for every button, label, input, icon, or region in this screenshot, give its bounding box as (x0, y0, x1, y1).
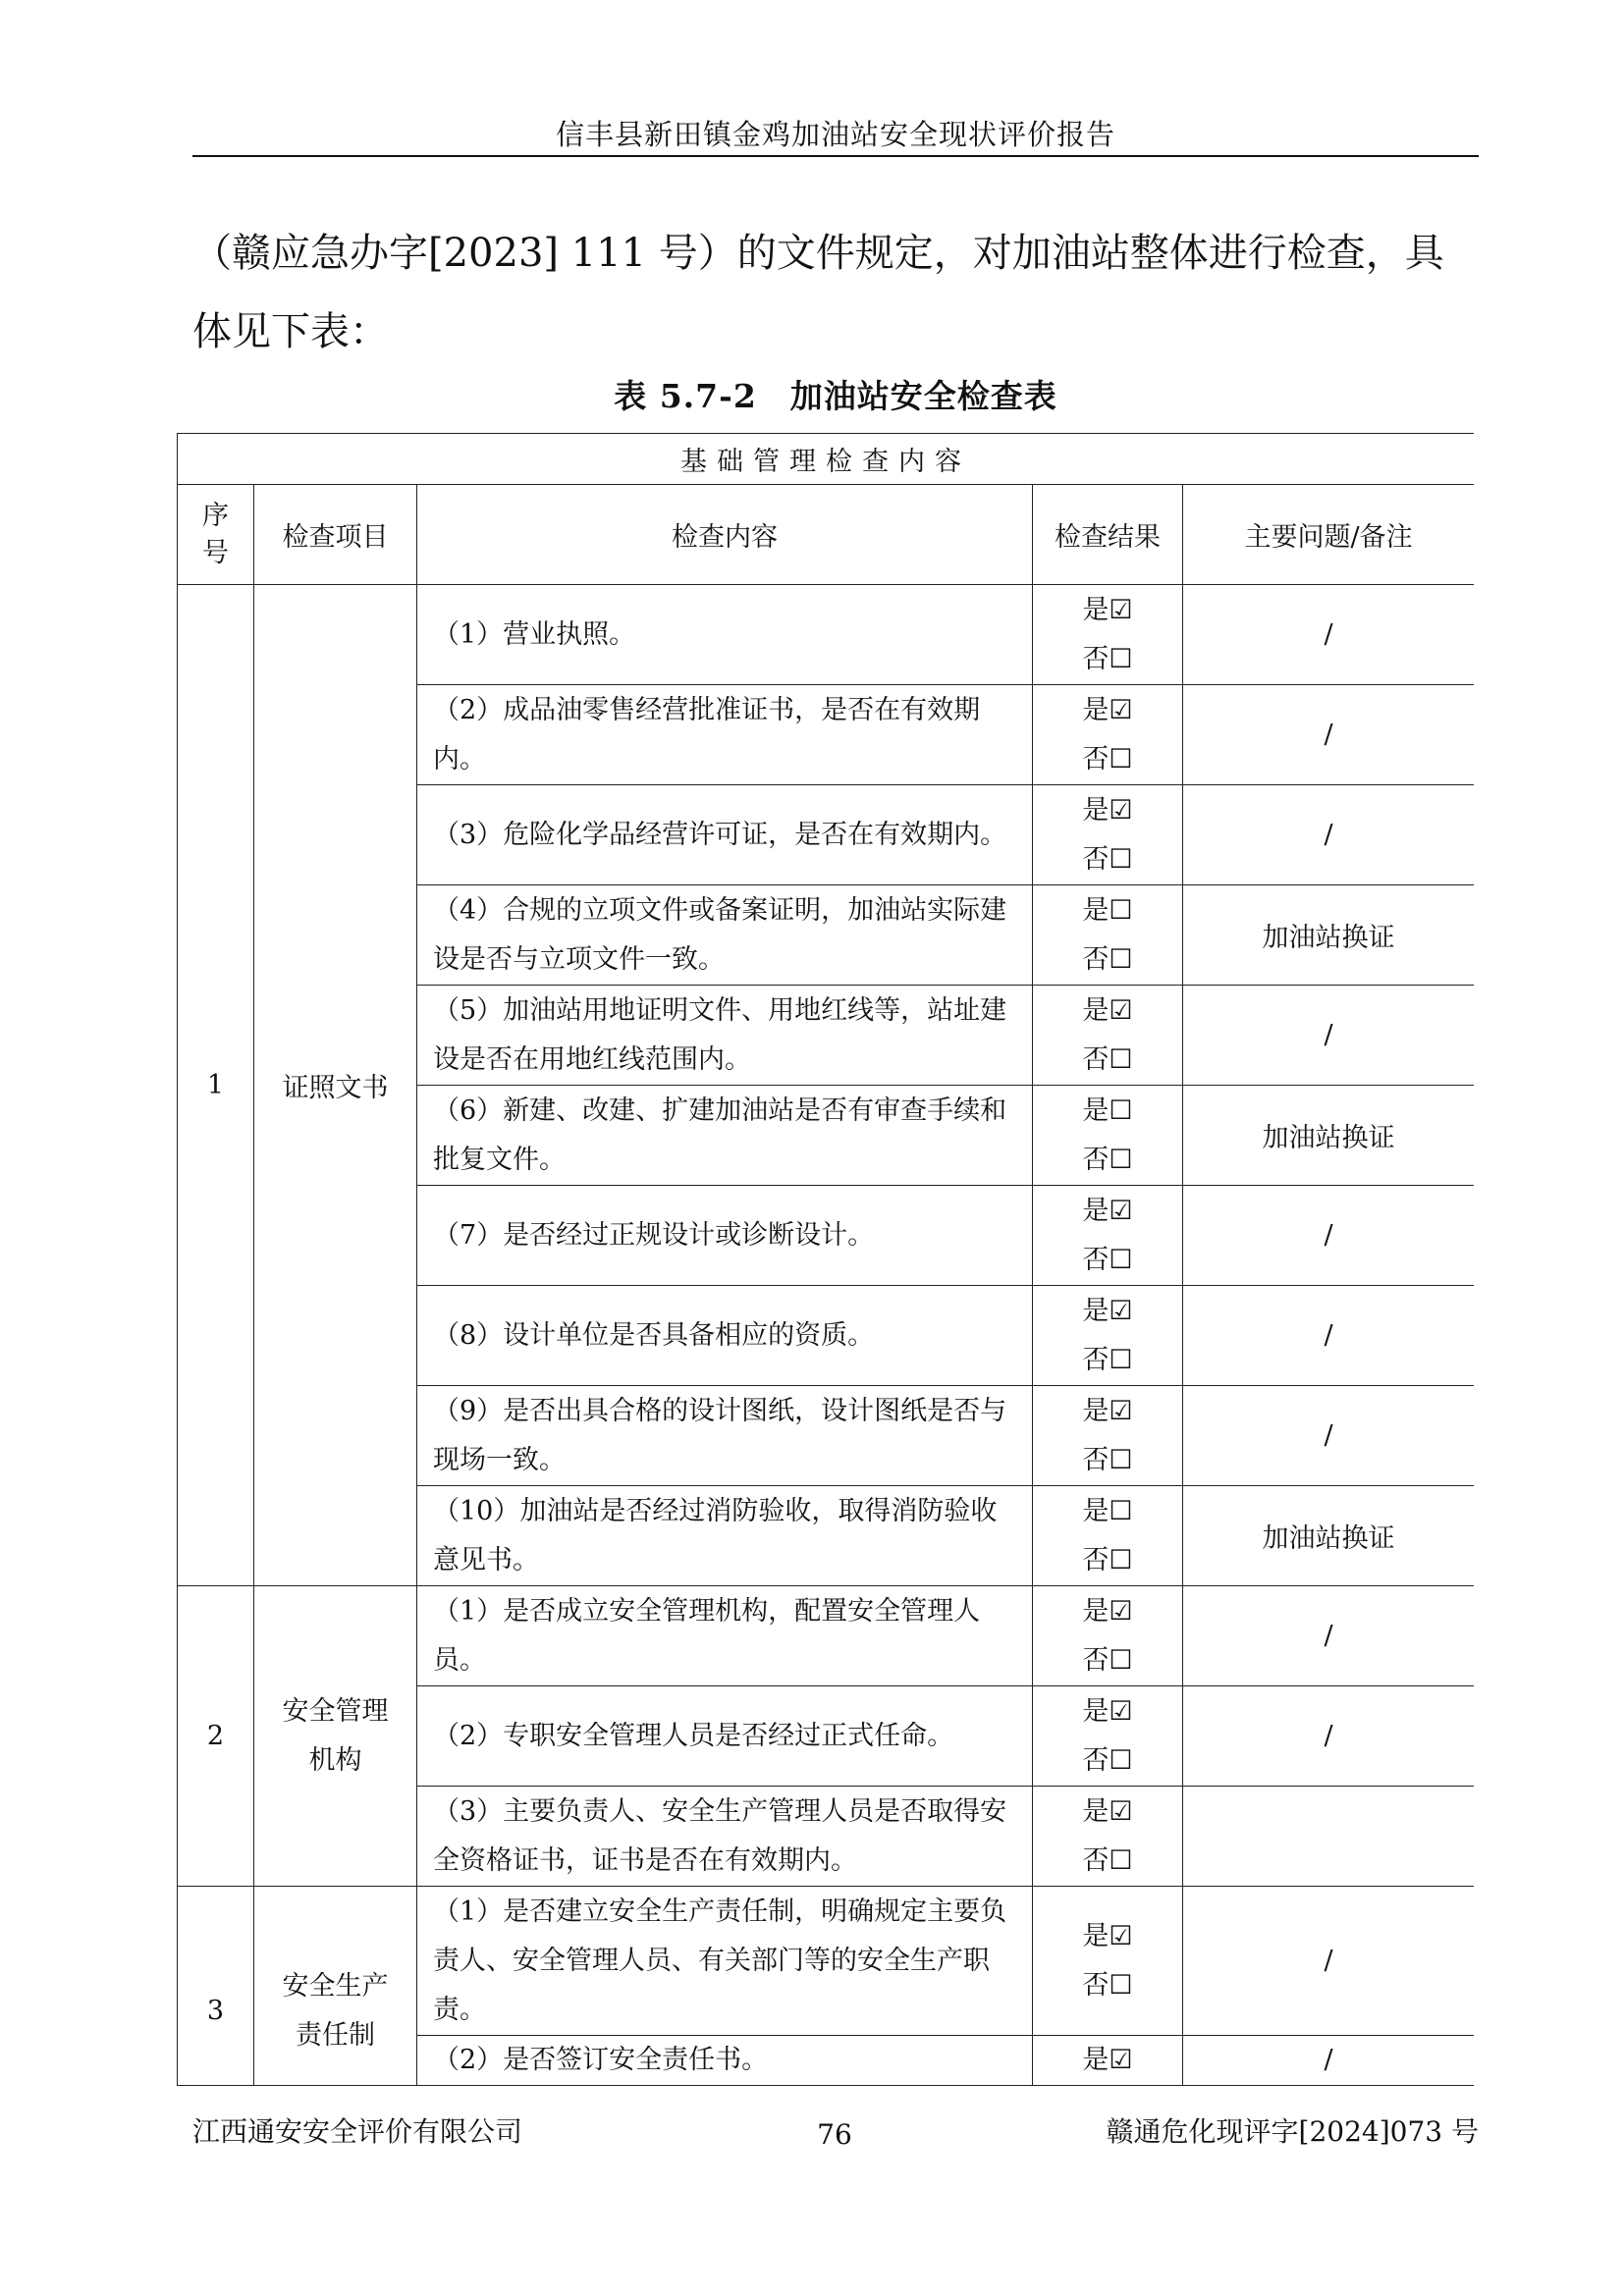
check-item: 安全管理机构 (254, 1586, 417, 1887)
result-no: 否☐ (1082, 1544, 1133, 1575)
table-caption: 表 5.7-2 加油站安全检查表 (614, 377, 1057, 415)
check-note: / (1183, 785, 1475, 885)
check-result (1033, 1787, 1183, 1887)
header-cell-no: 序号 (178, 485, 254, 585)
check-result (1033, 585, 1183, 685)
header-cell-content: 检查内容 (417, 485, 1033, 585)
table-row (178, 1586, 1475, 1686)
result-yes: 是☑ (1082, 1195, 1133, 1226)
table-row (178, 1887, 1475, 2036)
check-note: / (1183, 1686, 1475, 1787)
header-cell-result: 检查结果 (1033, 485, 1183, 585)
result-no: 否☐ (1082, 943, 1133, 975)
row-number: 3 (178, 1887, 254, 2087)
result-yes: 是☐ (1082, 894, 1133, 926)
check-content: （4）合规的立项文件或备案证明，加油站实际建设是否与立项文件一致。 (417, 885, 1033, 986)
footer-doc-number: 赣通危化现评字[2024]073 号 (1106, 2115, 1479, 2148)
check-result (1033, 1686, 1183, 1787)
result-yes: 是☐ (1082, 1095, 1133, 1126)
check-note: / (1183, 685, 1475, 785)
check-content: （2）专职安全管理人员是否经过正式任命。 (417, 1686, 1033, 1787)
result-yes: 是☑ (1082, 1920, 1133, 1951)
section-title: 基础管理检查内容 (178, 434, 1475, 485)
body-paragraph: （赣应急办字[2023] 111 号）的文件规定，对加油站整体进行检查，具体见下表： (192, 231, 1444, 354)
check-result (1033, 1486, 1183, 1586)
table-row (178, 585, 1475, 685)
result-yes: 是☑ (1082, 794, 1133, 826)
result-no: 否☐ (1082, 1644, 1133, 1676)
result-yes: 是☑ (1082, 694, 1133, 725)
result-yes: 是☑ (1082, 1595, 1133, 1627)
check-item: 安全生产责任制 (254, 1887, 417, 2087)
check-content: （2）是否签订安全责任书。 (417, 2036, 1033, 2087)
check-content: （2）成品油零售经营批准证书，是否在有效期内。 (417, 685, 1033, 785)
check-result (1033, 1386, 1183, 1486)
check-result (1033, 1086, 1183, 1186)
header-divider (192, 155, 1479, 157)
check-item: 证照文书 (254, 585, 417, 1586)
check-content: （1）是否成立安全管理机构，配置安全管理人员。 (417, 1586, 1033, 1686)
check-note: / (1183, 1386, 1475, 1486)
check-result (1033, 785, 1183, 885)
check-content: （10）加油站是否经过消防验收，取得消防验收意见书。 (417, 1486, 1033, 1586)
check-result (1033, 2036, 1183, 2087)
check-note: / (1183, 1286, 1475, 1386)
check-content: （7）是否经过正规设计或诊断设计。 (417, 1186, 1033, 1286)
check-note: / (1183, 2036, 1475, 2087)
result-yes: 是☐ (1082, 1495, 1133, 1526)
result-yes: 是☑ (1082, 2045, 1133, 2075)
result-no: 否☐ (1082, 1043, 1133, 1075)
result-no: 否☐ (1082, 1344, 1133, 1375)
check-note: / (1183, 1887, 1475, 2036)
result-no: 否☐ (1082, 643, 1133, 674)
result-no: 否☐ (1082, 843, 1133, 875)
check-content: （5）加油站用地证明文件、用地红线等，站址建设是否在用地红线范围内。 (417, 986, 1033, 1086)
check-note: 加油站换证 (1183, 1086, 1475, 1186)
check-result (1033, 685, 1183, 785)
result-yes: 是☑ (1082, 1395, 1133, 1426)
check-content: （3）主要负责人、安全生产管理人员是否取得安全资格证书，证书是否在有效期内。 (417, 1787, 1033, 1887)
footer-company: 江西通安安全评价有限公司 (192, 2115, 523, 2148)
check-result (1033, 1586, 1183, 1686)
result-yes: 是☑ (1082, 994, 1133, 1026)
header-cell-note: 主要问题/备注 (1183, 485, 1475, 585)
result-no: 否☐ (1082, 1244, 1133, 1275)
result-no: 否☐ (1082, 1144, 1133, 1175)
result-no: 否☐ (1082, 1444, 1133, 1475)
check-content: （3）危险化学品经营许可证，是否在有效期内。 (417, 785, 1033, 885)
check-result (1033, 986, 1183, 1086)
result-yes: 是☑ (1082, 1695, 1133, 1727)
result-no: 否☐ (1082, 1969, 1133, 2001)
result-no: 否☐ (1082, 1744, 1133, 1776)
header-cell-item: 检查项目 (254, 485, 417, 585)
header-row (178, 485, 1475, 585)
check-content: （8）设计单位是否具备相应的资质。 (417, 1286, 1033, 1386)
inspection-table (177, 433, 1474, 2086)
row-number: 2 (178, 1586, 254, 1887)
check-result (1033, 1286, 1183, 1386)
check-note: 加油站换证 (1183, 885, 1475, 986)
result-yes: 是☑ (1082, 1795, 1133, 1827)
page-header-title: 信丰县新田镇金鸡加油站安全现状评价报告 (555, 118, 1115, 151)
footer-page-number: 76 (817, 2118, 852, 2151)
row-number: 1 (178, 585, 254, 1586)
check-content: （6）新建、改建、扩建加油站是否有审查手续和批复文件。 (417, 1086, 1033, 1186)
check-content: （9）是否出具合格的设计图纸，设计图纸是否与现场一致。 (417, 1386, 1033, 1486)
check-note: / (1183, 585, 1475, 685)
check-note: / (1183, 986, 1475, 1086)
check-note: 加油站换证 (1183, 1486, 1475, 1586)
check-note: / (1183, 1586, 1475, 1686)
check-note: / (1183, 1186, 1475, 1286)
result-no: 否☐ (1082, 743, 1133, 774)
result-yes: 是☑ (1082, 1295, 1133, 1326)
result-yes: 是☑ (1082, 594, 1133, 625)
check-result (1033, 1186, 1183, 1286)
result-no: 否☐ (1082, 1844, 1133, 1876)
check-result (1033, 885, 1183, 986)
check-result (1033, 1887, 1183, 2036)
check-content: （1）营业执照。 (417, 585, 1033, 685)
check-note (1183, 1787, 1475, 1887)
section-title-row (178, 434, 1475, 485)
inspection-table-container (177, 433, 1474, 2086)
check-content: （1）是否建立安全生产责任制，明确规定主要负责人、安全管理人员、有关部门等的安全生产职责。 (417, 1887, 1033, 2036)
